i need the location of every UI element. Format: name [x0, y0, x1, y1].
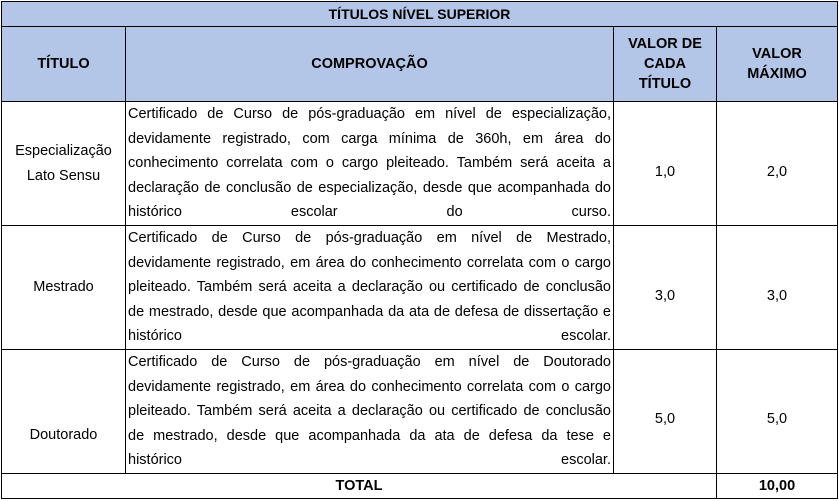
- table-row: [2, 226, 838, 350]
- total-label: TOTAL: [2, 473, 717, 498]
- row-titulo: Mestrado: [2, 226, 126, 350]
- total-value: 10,00: [717, 473, 838, 498]
- table-title: TÍTULOS NÍVEL SUPERIOR: [2, 2, 838, 27]
- header-titulo: TÍTULO: [2, 27, 126, 102]
- total-row: [2, 473, 838, 498]
- header-comprovacao: COMPROVAÇÃO: [126, 27, 614, 102]
- row-valor-maximo: 2,0: [717, 102, 838, 226]
- header-valor-maximo: VALOR MÁXIMO: [717, 27, 838, 102]
- row-valor-maximo: 5,0: [717, 350, 838, 474]
- row-titulo: Doutorado: [2, 350, 126, 474]
- table-row: [2, 102, 838, 226]
- titles-table: [1, 1, 838, 499]
- table-row: [2, 350, 838, 474]
- row-comprovacao: Certificado de Curso de pós-graduação em nível de Doutorado devidamente registrado, em área do conhecimento correlata com o cargo pleiteado. Também será aceita a declaração ou certificado de conclusão de mestrado, desde que acompanhada da ata de defesa da tese e histórico escolar.: [126, 350, 614, 474]
- row-valor-cada: 1,0: [614, 102, 717, 226]
- row-titulo: Especialização Lato Sensu: [2, 102, 126, 226]
- row-comprovacao: Certificado de Curso de pós-graduação em nível de especialização, devidamente registrado, com carga mínima de 360h, em área do conhecimento correlata com o cargo pleiteado. Também será aceita a declaração de conclusão de especialização, desde que acompanhada do histórico escolar do curso.: [126, 102, 614, 226]
- header-valor-cada: VALOR DE CADA TÍTULO: [614, 27, 717, 102]
- row-comprovacao: Certificado de Curso de pós-graduação em nível de Mestrado, devidamente registrado, em área do conhecimento correlata com o cargo pleiteado. Também será aceita a declaração ou certificado de conclusão de mestrado, desde que acompanhada da ata de defesa de dissertação e histórico escolar.: [126, 226, 614, 350]
- row-valor-cada: 3,0: [614, 226, 717, 350]
- row-valor-maximo: 3,0: [717, 226, 838, 350]
- row-valor-cada: 5,0: [614, 350, 717, 474]
